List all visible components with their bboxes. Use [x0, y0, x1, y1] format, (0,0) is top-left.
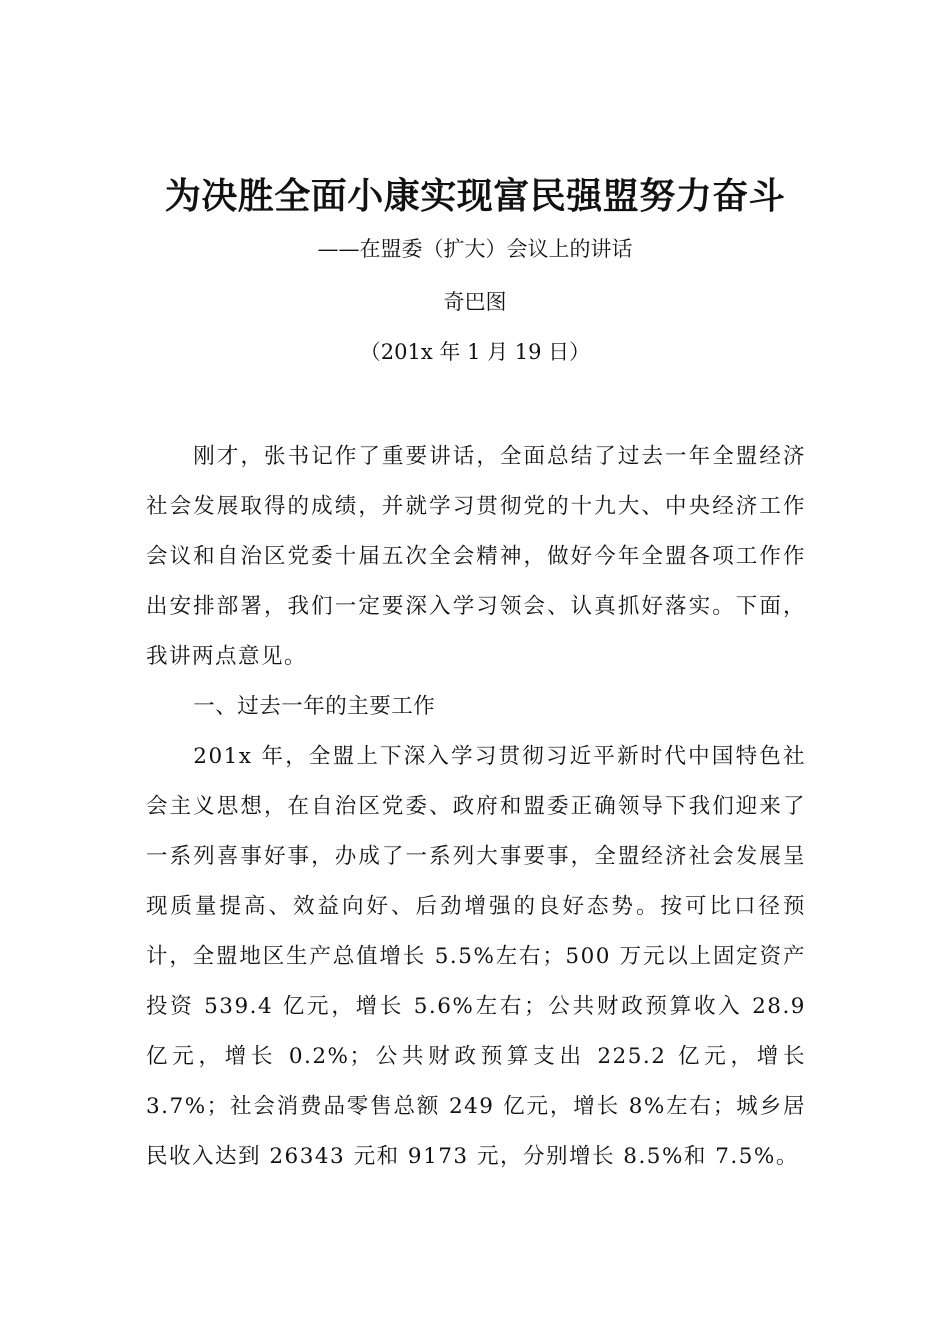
- body-paragraph: 刚才，张书记作了重要讲话，全面总结了过去一年全盟经济社会发展取得的成绩，并就学习贯彻党的十九大、中央经济工作会议和自治区党委十届五次全会精神，做好今年全盟各项工作作出安排部署，我们一定要深入学习领会、认真抓好落实。下面，我讲两点意见。: [146, 444, 806, 669]
- document-body: [146, 432, 806, 1182]
- body-paragraph: 201x 年，全盟上下深入学习贯彻习近平新时代中国特色社会主义思想，在自治区党委、政府和盟委正确领导下我们迎来了一系列喜事好事，办成了一系列大事要事，全盟经济社会发展呈现质量提高、效益向好、后劲增强的良好态势。按可比口径预计，全盟地区生产总值增长 5.5%左右；500 万元以上固定资产投资 539.4 亿元，增长 5.6%左右；公共财政预算收入 28.9 亿元，增长 0.2%；公共财政预算支出 225.2 亿元，增长 3.7%；社会消费品零售总额 249 亿元，增长 8%左右；城乡居民收入达到 26343 元和 9173 元，分别增长 8.5%和 7.5%。: [146, 744, 806, 1169]
- document-title: 为决胜全面小康实现富民强盟努力奋斗: [164, 176, 786, 217]
- section-heading: 一、过去一年的主要工作: [193, 694, 436, 719]
- document-author: 奇巴图: [443, 290, 507, 314]
- document-subtitle: ——在盟委（扩大）会议上的讲话: [317, 237, 633, 261]
- document-date: （201x 年 1 月 19 日）: [359, 340, 591, 364]
